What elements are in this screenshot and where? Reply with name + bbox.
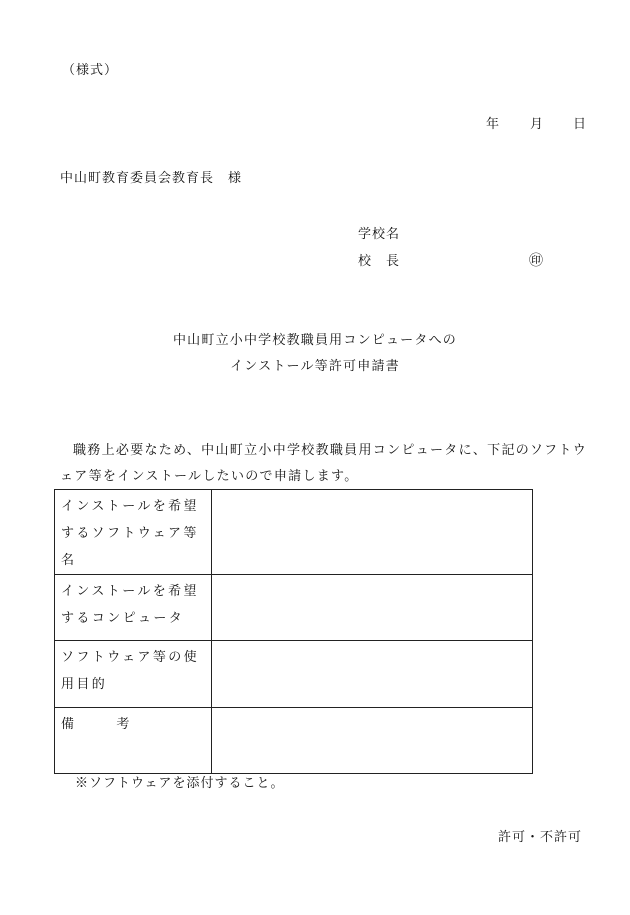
table-row <box>55 708 533 774</box>
date-year: 年 <box>486 117 500 132</box>
remarks-field[interactable] <box>212 708 533 774</box>
software-name-label: インストールを希望するソフトウェア等名 <box>55 490 212 575</box>
target-computer-label: インストールを希望するコンピュータ <box>55 575 212 641</box>
date-month: 月 <box>530 117 544 132</box>
remarks-label-part1: 備 <box>61 717 77 732</box>
date-day: 日 <box>573 117 587 132</box>
school-name-label: 学校名 <box>358 227 401 242</box>
document-title-line2: インストール等許可申請書 <box>230 359 400 374</box>
addressee: 中山町教育委員会教育長 様 <box>60 171 243 186</box>
principal-label: 校 長 <box>358 254 401 269</box>
table-row <box>55 575 533 641</box>
body-text: 職務上必要なため、中山町立小中学校教職員用コンピュータに、下記のソフトウェア等をインストールしたいので申請します。 <box>60 443 588 484</box>
approval-decision: 許可・不許可 <box>498 830 583 845</box>
target-computer-field[interactable] <box>212 575 533 641</box>
table-row <box>55 490 533 575</box>
seal-mark: ㊞ <box>529 253 543 269</box>
form-label: （様式） <box>62 63 119 78</box>
software-name-field[interactable] <box>212 490 533 575</box>
document-title-line1: 中山町立小中学校教職員用コンピュータへの <box>172 333 457 348</box>
attachment-note: ※ソフトウェアを添付すること。 <box>75 776 285 791</box>
application-table <box>54 489 533 774</box>
remarks-label-part2: 考 <box>116 717 132 732</box>
remarks-label <box>55 708 212 774</box>
purpose-field[interactable] <box>212 641 533 708</box>
table-row <box>55 641 533 708</box>
purpose-label: ソフトウェア等の使用目的 <box>55 641 212 708</box>
